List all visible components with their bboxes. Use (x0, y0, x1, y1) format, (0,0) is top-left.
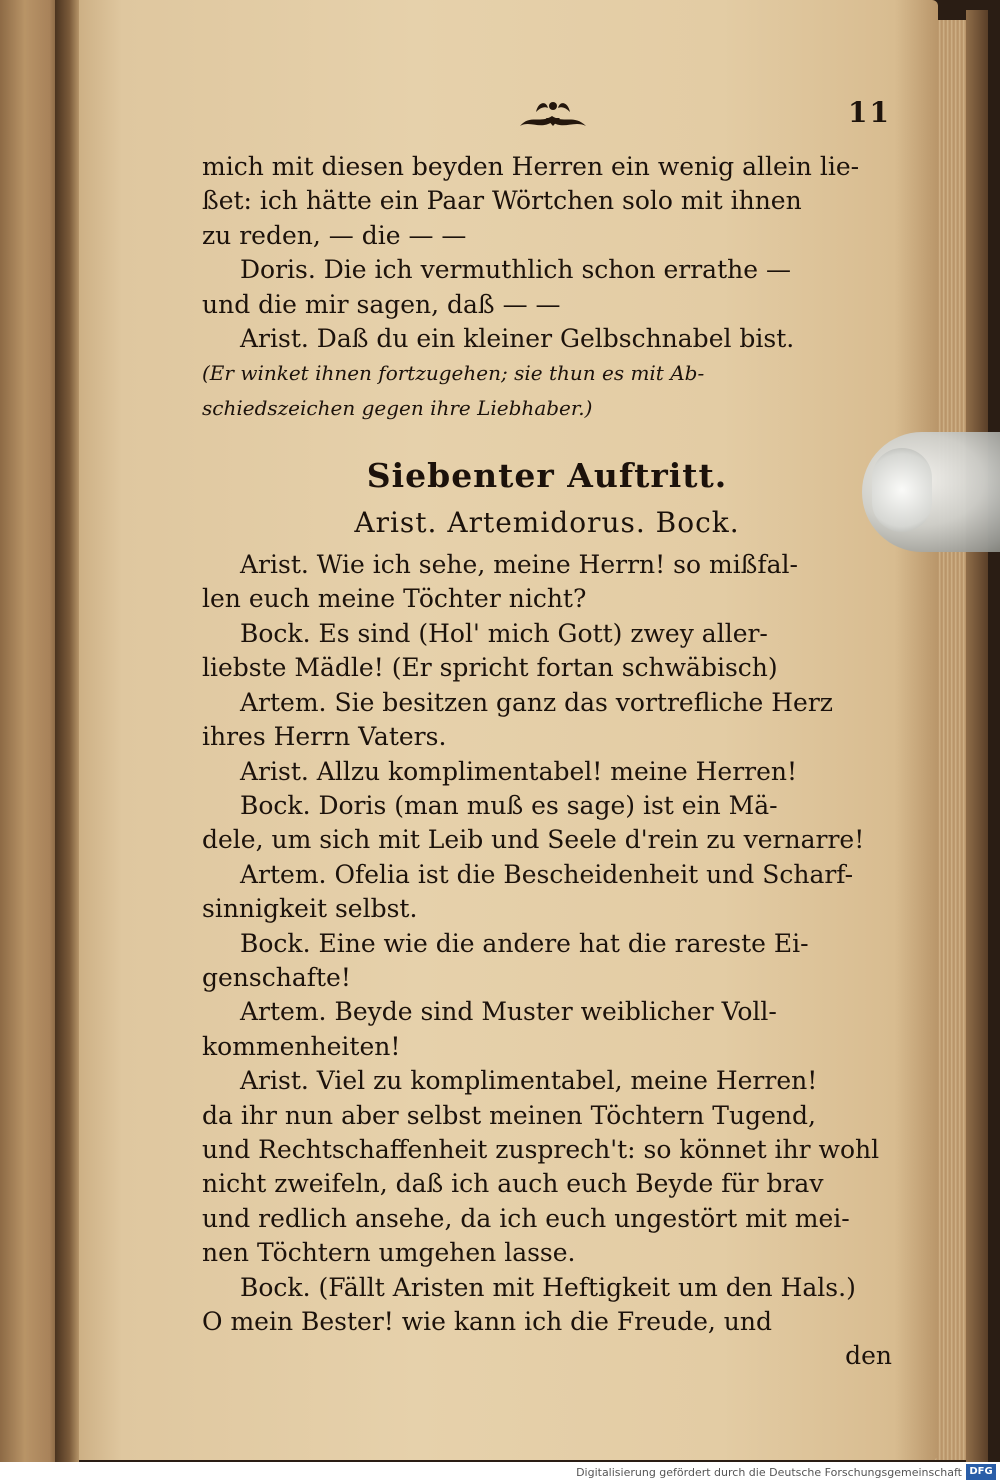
text-line: mich mit diesen beyden Herren ein wenig allein lie- (202, 152, 860, 181)
text-line: Arist. Viel zu komplimentabel, meine Herren! (240, 1066, 818, 1096)
text-line: kommenheiten! (202, 1031, 401, 1061)
page-body (202, 150, 892, 1374)
text-line: liebste Mädle! (Er spricht fortan schwäbisch) (202, 653, 778, 683)
text-line: len euch meine Töchter nicht? (202, 584, 587, 614)
text-line: Artem. Ofelia ist die Bescheidenheit und Scharf- (240, 859, 854, 889)
text-line: Arist. Wie ich sehe, meine Herrn! so mißfal- (240, 550, 798, 580)
text-line: O mein Bester! wie kann ich die Freude, und (202, 1307, 772, 1336)
text-line: schiedszeichen gegen ihre Liebhaber.) (202, 395, 593, 420)
text-line: Doris. Die ich vermuthlich schon errathe — (240, 255, 791, 285)
text-line: nicht zweifeln, daß ich auch euch Beyde für brav (202, 1169, 824, 1199)
scene-persons: Arist. Artemidorus. Bock. (354, 505, 740, 539)
footer-credit: Digitalisierung gefördert durch die Deutsche Forschungsgemeinschaft (576, 1466, 962, 1479)
text-line: Artem. Sie besitzen ganz das vortrefliche Herz (240, 687, 833, 717)
fleuron-ornament-icon (516, 96, 590, 132)
text-line: Bock. Doris (man muß es sage) ist ein Mä- (240, 790, 778, 820)
text-line: Bock. Es sind (Hol' mich Gott) zwey aller- (240, 618, 768, 648)
book-gutter (55, 0, 79, 1484)
page-number: 11 (848, 96, 891, 129)
text-line: den (845, 1341, 892, 1371)
scene-heading: Siebenter Auftritt. (366, 456, 728, 496)
text-line: (Er winket ihnen fortzugehen; sie thun es mit Ab- (202, 361, 705, 386)
text-line: Bock. (Fällt Aristen mit Heftigkeit um den Hals.) (240, 1272, 856, 1302)
dialogue-block-1 (202, 150, 892, 425)
text-line: dele, um sich mit Leib und Seele d'rein zu vernarre! (202, 825, 865, 855)
dfg-logo: DFG (966, 1464, 996, 1480)
text-line: Bock. Eine wie die andere hat die rareste Ei- (240, 928, 809, 958)
text-line: sinnigkeit selbst. (202, 894, 418, 924)
dialogue-block-2 (202, 548, 892, 1374)
left-page-edge (0, 0, 62, 1484)
text-line: Arist. Daß du ein kleiner Gelbschnabel bist. (240, 324, 795, 354)
text-line: und die mir sagen, daß — — (202, 289, 561, 319)
text-line: Arist. Allzu komplimentabel! meine Herren! (240, 756, 798, 786)
text-line: Artem. Beyde sind Muster weiblicher Voll- (240, 997, 777, 1027)
text-line: zu reden, — die — — (202, 220, 467, 250)
text-line: ßet: ich hätte ein Paar Wörtchen solo mit ihnen (202, 186, 802, 216)
page-clip-highlight (872, 448, 932, 532)
text-line: da ihr nun aber selbst meinen Töchtern Tugend, (202, 1100, 816, 1130)
text-line: und redlich ansehe, da ich euch ungestört mit mei- (202, 1203, 850, 1233)
text-line: ihres Herrn Vaters. (202, 722, 447, 752)
cover-edge (966, 10, 988, 1470)
text-line: genschafte! (202, 962, 351, 992)
text-line: nen Töchtern umgehen lasse. (202, 1238, 576, 1268)
text-line: und Rechtschaffenheit zusprech't: so könnet ihr wohl (202, 1134, 880, 1164)
